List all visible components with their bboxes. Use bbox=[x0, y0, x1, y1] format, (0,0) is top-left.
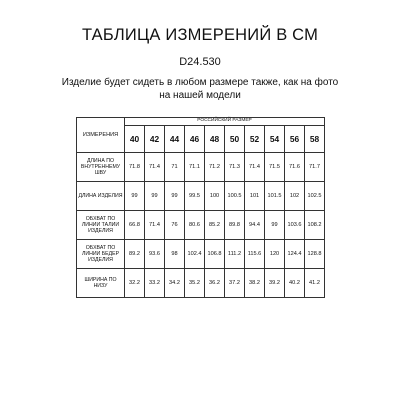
size-header: 56 bbox=[285, 126, 305, 153]
fit-note: Изделие будет сидеть в любом размере также, как на фото на нашей модели bbox=[61, 77, 339, 101]
table-cell: 71.4 bbox=[145, 153, 165, 182]
table-cell: 71.1 bbox=[185, 153, 205, 182]
row-label: ШИРИНА ПО НИЗУ bbox=[77, 269, 125, 298]
table-cell: 99 bbox=[165, 182, 185, 211]
table-cell: 111.2 bbox=[225, 240, 245, 269]
table-cell: 101.5 bbox=[265, 182, 285, 211]
table-cell: 36.2 bbox=[205, 269, 225, 298]
table-cell: 102 bbox=[285, 182, 305, 211]
table-cell: 99 bbox=[265, 211, 285, 240]
table-header-group-row bbox=[77, 118, 325, 126]
table-cell: 100.5 bbox=[225, 182, 245, 211]
table-cell: 89.2 bbox=[125, 240, 145, 269]
article-code: D24.530 bbox=[179, 56, 221, 68]
table-cell: 40.2 bbox=[285, 269, 305, 298]
table-cell: 102.4 bbox=[185, 240, 205, 269]
table-row bbox=[77, 269, 325, 298]
table-cell: 89.8 bbox=[225, 211, 245, 240]
table-cell: 120 bbox=[265, 240, 285, 269]
table-row bbox=[77, 182, 325, 211]
table-cell: 98 bbox=[165, 240, 185, 269]
table-cell: 71.4 bbox=[145, 211, 165, 240]
table-cell: 34.2 bbox=[165, 269, 185, 298]
size-header: 40 bbox=[125, 126, 145, 153]
table-cell: 71.4 bbox=[245, 153, 265, 182]
table-cell: 71.2 bbox=[205, 153, 225, 182]
size-header: 42 bbox=[145, 126, 165, 153]
size-header: 54 bbox=[265, 126, 285, 153]
row-label: ОБХВАТ ПО ЛИНИИ БЕДЕР ИЗДЕЛИЯ bbox=[77, 240, 125, 269]
table-cell: 37.2 bbox=[225, 269, 245, 298]
table-cell: 35.2 bbox=[185, 269, 205, 298]
russian-size-header: РОССИЙСКИЙ РАЗМЕР bbox=[125, 118, 325, 126]
row-label: ДЛИНА ИЗДЕЛИЯ bbox=[77, 182, 125, 211]
table-cell: 94.4 bbox=[245, 211, 265, 240]
measurements-header: ИЗМЕРЕНИЯ bbox=[77, 118, 125, 153]
table-cell: 32.2 bbox=[125, 269, 145, 298]
size-header: 50 bbox=[225, 126, 245, 153]
row-label: ОБХВАТ ПО ЛИНИИ ТАЛИИ ИЗДЕЛИЯ bbox=[77, 211, 125, 240]
size-header: 46 bbox=[185, 126, 205, 153]
table-cell: 38.2 bbox=[245, 269, 265, 298]
page-title: ТАБЛИЦА ИЗМЕРЕНИЙ В СМ bbox=[81, 26, 319, 44]
table-cell: 71.6 bbox=[285, 153, 305, 182]
table-cell: 71 bbox=[165, 153, 185, 182]
table-cell: 39.2 bbox=[265, 269, 285, 298]
table-cell: 41.2 bbox=[305, 269, 325, 298]
table-cell: 66.8 bbox=[125, 211, 145, 240]
table-row bbox=[77, 211, 325, 240]
table-cell: 102.5 bbox=[305, 182, 325, 211]
table-row bbox=[77, 153, 325, 182]
table-cell: 100 bbox=[205, 182, 225, 211]
table-cell: 106.8 bbox=[205, 240, 225, 269]
table-cell: 99 bbox=[125, 182, 145, 211]
table-cell: 101 bbox=[245, 182, 265, 211]
size-header: 58 bbox=[305, 126, 325, 153]
table-cell: 115.6 bbox=[245, 240, 265, 269]
size-header: 48 bbox=[205, 126, 225, 153]
size-chart-table bbox=[76, 117, 325, 298]
table-cell: 99.5 bbox=[185, 182, 205, 211]
table-cell: 124.4 bbox=[285, 240, 305, 269]
table-cell: 71.5 bbox=[265, 153, 285, 182]
table-cell: 71.8 bbox=[125, 153, 145, 182]
table-cell: 71.7 bbox=[305, 153, 325, 182]
table-cell: 93.6 bbox=[145, 240, 165, 269]
size-header: 44 bbox=[165, 126, 185, 153]
table-cell: 99 bbox=[145, 182, 165, 211]
table-cell: 33.2 bbox=[145, 269, 165, 298]
row-label: ДЛИНА ПО ВНУТРЕННЕМУ ШВУ bbox=[77, 153, 125, 182]
table-cell: 76 bbox=[165, 211, 185, 240]
table-cell: 85.2 bbox=[205, 211, 225, 240]
table-cell: 80.6 bbox=[185, 211, 205, 240]
table-cell: 128.8 bbox=[305, 240, 325, 269]
table-cell: 103.6 bbox=[285, 211, 305, 240]
table-cell: 71.3 bbox=[225, 153, 245, 182]
table-row bbox=[77, 240, 325, 269]
table-cell: 108.2 bbox=[305, 211, 325, 240]
size-header: 52 bbox=[245, 126, 265, 153]
